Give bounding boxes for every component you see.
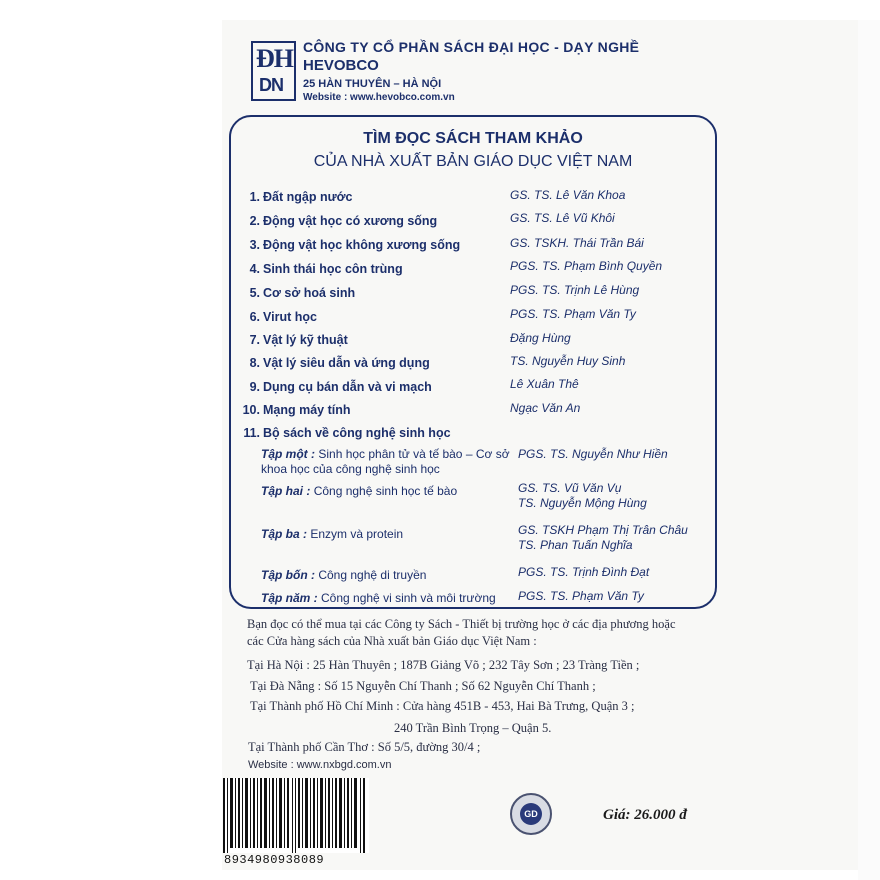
- panel-subtitle: CỦA NHÀ XUẤT BẢN GIÁO DỤC VIỆT NAM: [313, 153, 633, 170]
- volume-title: Công nghệ sinh học tế bào: [313, 484, 458, 498]
- publisher-name: HEVOBCO: [303, 57, 379, 74]
- book-number: 4.: [249, 262, 260, 276]
- volume-author: PGS. TS. Nguyễn Như Hiền: [518, 447, 668, 461]
- volume-line: [261, 527, 403, 541]
- volume-author: PGS. TS. Phạm Văn Ty: [518, 589, 644, 603]
- volume-author-2: TS. Phan Tuấn Nghĩa: [518, 538, 633, 552]
- volume-line: [261, 568, 426, 582]
- book-author: GS. TSKH. Thái Trần Bái: [510, 236, 644, 250]
- volume-label: Tập một :: [261, 447, 315, 461]
- volume-author: GS. TSKH Phạm Thị Trân Châu: [518, 523, 688, 537]
- volume-title: Công nghệ vi sinh và môi trường: [321, 591, 496, 605]
- volume-title-continued: khoa học của công nghệ sinh học: [261, 462, 440, 476]
- volume-author: GS. TS. Vũ Văn Vụ: [518, 481, 622, 495]
- book-author: PGS. TS. Phạm Bình Quyền: [510, 259, 663, 273]
- book-number: 3.: [249, 238, 260, 252]
- volume-title: Enzym và protein: [310, 527, 404, 541]
- book-number: 9.: [249, 380, 260, 394]
- book-author: Đặng Hùng: [510, 331, 571, 345]
- seal-text: GD: [520, 803, 542, 825]
- volume-label: Tập năm :: [261, 591, 318, 605]
- book-author: PGS. TS. Trịnh Lê Hùng: [510, 283, 640, 297]
- page-edge: [858, 20, 880, 880]
- book-number: 10.: [242, 403, 260, 417]
- volume-label: Tập ba :: [261, 527, 308, 541]
- panel-title: TÌM ĐỌC SÁCH THAM KHẢO: [363, 130, 583, 147]
- store-hcm-line-1: Tại Thành phố Hồ Chí Minh : Cửa hàng 451B - 453, Hai Bà Trưng, Quận 3 ;: [250, 699, 635, 713]
- book-title: Bộ sách về công nghệ sinh học: [263, 426, 451, 440]
- book-title: Vật lý kỹ thuật: [263, 333, 348, 347]
- book-title: Vật lý siêu dẫn và ứng dụng: [263, 356, 430, 370]
- book-title: Cơ sở hoá sinh: [263, 286, 356, 300]
- book-author: Ngạc Văn An: [510, 401, 581, 415]
- book-number: 8.: [249, 356, 260, 370]
- publisher-website: Website : www.hevobco.com.vn: [303, 92, 455, 103]
- book-title: Sinh thái học côn trùng: [263, 262, 403, 276]
- stores-intro-line-2: các Cửa hàng sách của Nhà xuất bản Giáo dục Việt Nam :: [247, 634, 537, 648]
- volume-line: [261, 591, 496, 605]
- book-title: Dụng cụ bán dẫn và vi mạch: [263, 380, 432, 394]
- logo-text-top: ĐH: [256, 44, 293, 73]
- book-title: Đất ngập nước: [263, 190, 353, 204]
- book-number: 11.: [243, 426, 260, 440]
- book-author: TS. Nguyễn Huy Sinh: [510, 354, 626, 368]
- book-author: PGS. TS. Phạm Văn Ty: [510, 307, 636, 321]
- price: Giá: 26.000 đ: [603, 807, 687, 823]
- store-cantho: Tại Thành phố Cần Thơ : Số 5/5, đường 30/4 ;: [248, 740, 481, 754]
- logo-text-bottom: DN: [259, 75, 283, 95]
- book-author: Lê Xuân Thê: [510, 377, 579, 391]
- barcode: [223, 778, 369, 853]
- stores-intro-line-1: Bạn đọc có thể mua tại các Công ty Sách - Thiết bị trường học ở các địa phương hoặc: [247, 617, 676, 631]
- publisher-seal-logo: [510, 793, 552, 835]
- store-danang: Tại Đà Nẵng : Số 15 Nguyễn Chí Thanh ; Số 62 Nguyễn Chí Thanh ;: [250, 679, 596, 693]
- book-author: GS. TS. Lê Vũ Khôi: [510, 211, 615, 225]
- store-hanoi: Tại Hà Nội : 25 Hàn Thuyên ; 187B Giảng Võ ; 232 Tây Sơn ; 23 Tràng Tiền ;: [247, 658, 640, 672]
- barcode-number: 8934980938089: [224, 853, 325, 867]
- book-title: Động vật học không xương sống: [263, 238, 461, 252]
- book-title: Động vật học có xương sống: [263, 214, 438, 228]
- volume-title: Sinh học phân tử và tế bào – Cơ sở: [318, 447, 510, 461]
- publisher-address: 25 HÀN THUYÊN – HÀ NỘI: [303, 78, 442, 90]
- volume-line: [261, 447, 510, 461]
- book-number: 5.: [249, 286, 260, 300]
- publisher-company: CÔNG TY CỔ PHẦN SÁCH ĐẠI HỌC - DẠY NGHỀ: [303, 39, 640, 55]
- book-title: Mạng máy tính: [263, 403, 351, 417]
- book-author: GS. TS. Lê Văn Khoa: [510, 188, 626, 202]
- book-number: 1.: [249, 190, 260, 204]
- volume-label: Tập hai :: [261, 484, 311, 498]
- volume-title: Công nghệ di truyền: [318, 568, 427, 582]
- book-number: 6.: [249, 310, 260, 324]
- publisher-logo: [251, 41, 296, 101]
- book-number: 7.: [249, 333, 260, 347]
- volume-line: [261, 484, 457, 498]
- volume-label: Tập bốn :: [261, 568, 315, 582]
- volume-author: PGS. TS. Trịnh Đình Đạt: [518, 565, 650, 579]
- book-title: Virut học: [263, 310, 317, 324]
- store-hcm-line-2: 240 Trần Bình Trọng – Quận 5.: [394, 721, 552, 735]
- book-number: 2.: [249, 214, 260, 228]
- nxbgd-website: Website : www.nxbgd.com.vn: [248, 759, 392, 771]
- volume-author-2: TS. Nguyễn Mộng Hùng: [518, 496, 647, 510]
